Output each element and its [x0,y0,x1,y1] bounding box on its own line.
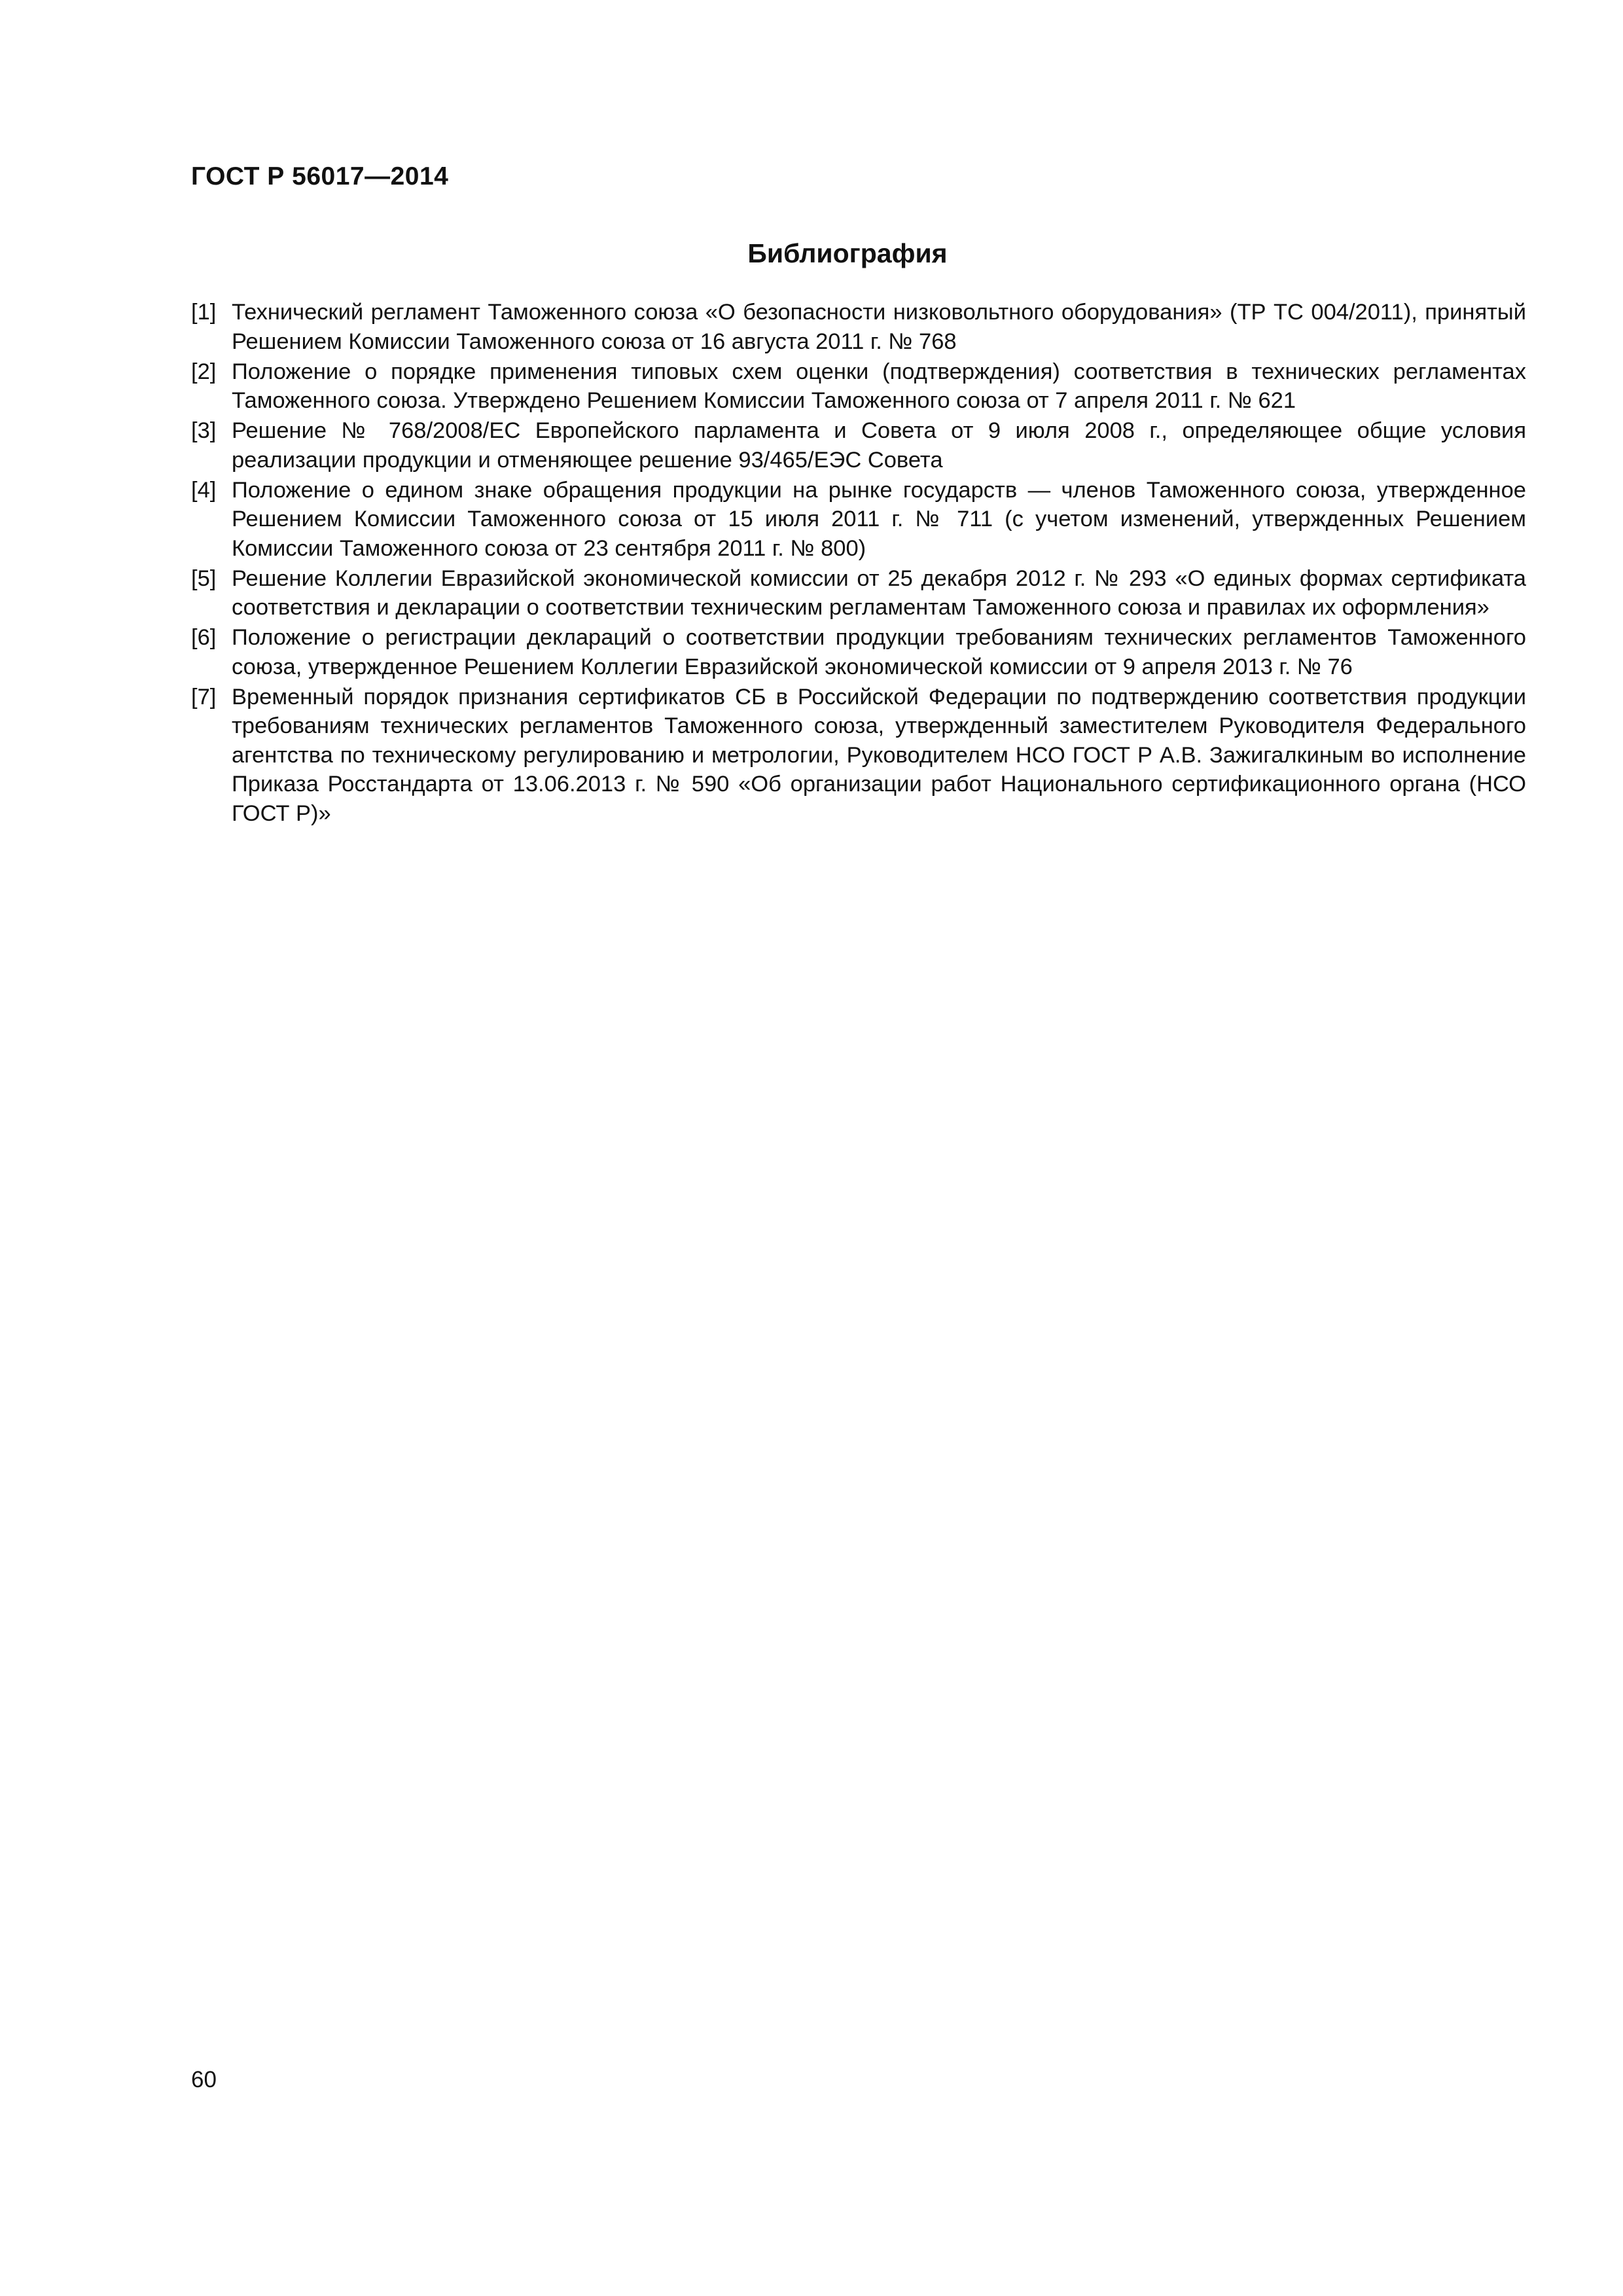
bibliography-item-number: [3] [191,418,217,443]
bibliography-item-number: [7] [191,684,217,709]
bibliography-item-text: Технический регламент Таможенного союза «О безопасности низковольтного оборудования» (ТР ТС 004/2011), принятый Решением Комиссии Таможенного союза от 16 августа 2011 г. № 768 [232,300,1526,354]
bibliography-item [191,298,1526,356]
bibliography-item-number: [6] [191,625,217,650]
bibliography-item [191,564,1526,622]
bibliography-item-text: Временный порядок признания сертификатов СБ в Российской Федерации по подтверждению соответствия продукции требованиям технических регламентов Таможенного союза, утвержденный заместителем Руководителя Федерального агентства по техническому регулированию и метрологии, Руководителем НСО ГОСТ Р А.В. Зажигалкиным во исполнение Приказа Росстандарта от 13.06.2013 г. № 590 «Об организации работ Национального сертификационного органа (НСО ГОСТ Р)» [232,684,1526,826]
bibliography-item-text: Положение о порядке применения типовых схем оценки (подтверждения) соответствия в технических регламентах Таможенного союза. Утверждено Решением Комиссии Таможенного союза от 7 апреля 2011 г. № 621 [232,359,1526,413]
bibliography-item [191,683,1526,829]
bibliography-title: Библиография [747,238,948,268]
bibliography-item-text: Решение № 768/2008/ЕС Европейского парламента и Совета от 9 июля 2008 г., определяющее общие условия реализации продукции и отменяющее решение 93/465/ЕЭС Совета [232,418,1526,473]
bibliography-item-number: [2] [191,359,217,384]
bibliography-item-text: Решение Коллегии Евразийской экономической комиссии от 25 декабря 2012 г. № 293 «О единых формах сертификата соответствия и декларации о соответствии техническим регламентам Таможенного союза и правилах их оформления» [232,565,1526,620]
bibliography-item-number: [4] [191,477,217,503]
bibliography-item [191,357,1526,416]
bibliography-item-number: [1] [191,300,217,325]
bibliography-item [191,416,1526,475]
bibliography-item-text: Положение о едином знаке обращения продукции на рынке государств — членов Таможенного союза, утвержденное Решением Комиссии Таможенного союза от 15 июля 2011 г. № 711 (с учетом изменений, утвержденных Решением Комиссии Таможенного союза от 23 сентября 2011 г. № 800) [232,477,1526,561]
bibliography-item-text: Положение о регистрации деклараций о соответствии продукции требованиям технических регламентов Таможенного союза, утвержденное Решением Коллегии Евразийской экономической комиссии от 9 апреля 2013 г. № 76 [232,625,1526,679]
bibliography-item [191,623,1526,681]
bibliography-list [191,298,1526,829]
document-code-header: ГОСТ Р 56017—2014 [191,162,449,190]
bibliography-item-number: [5] [191,565,217,591]
page-number: 60 [191,2067,217,2092]
bibliography-item [191,476,1526,564]
